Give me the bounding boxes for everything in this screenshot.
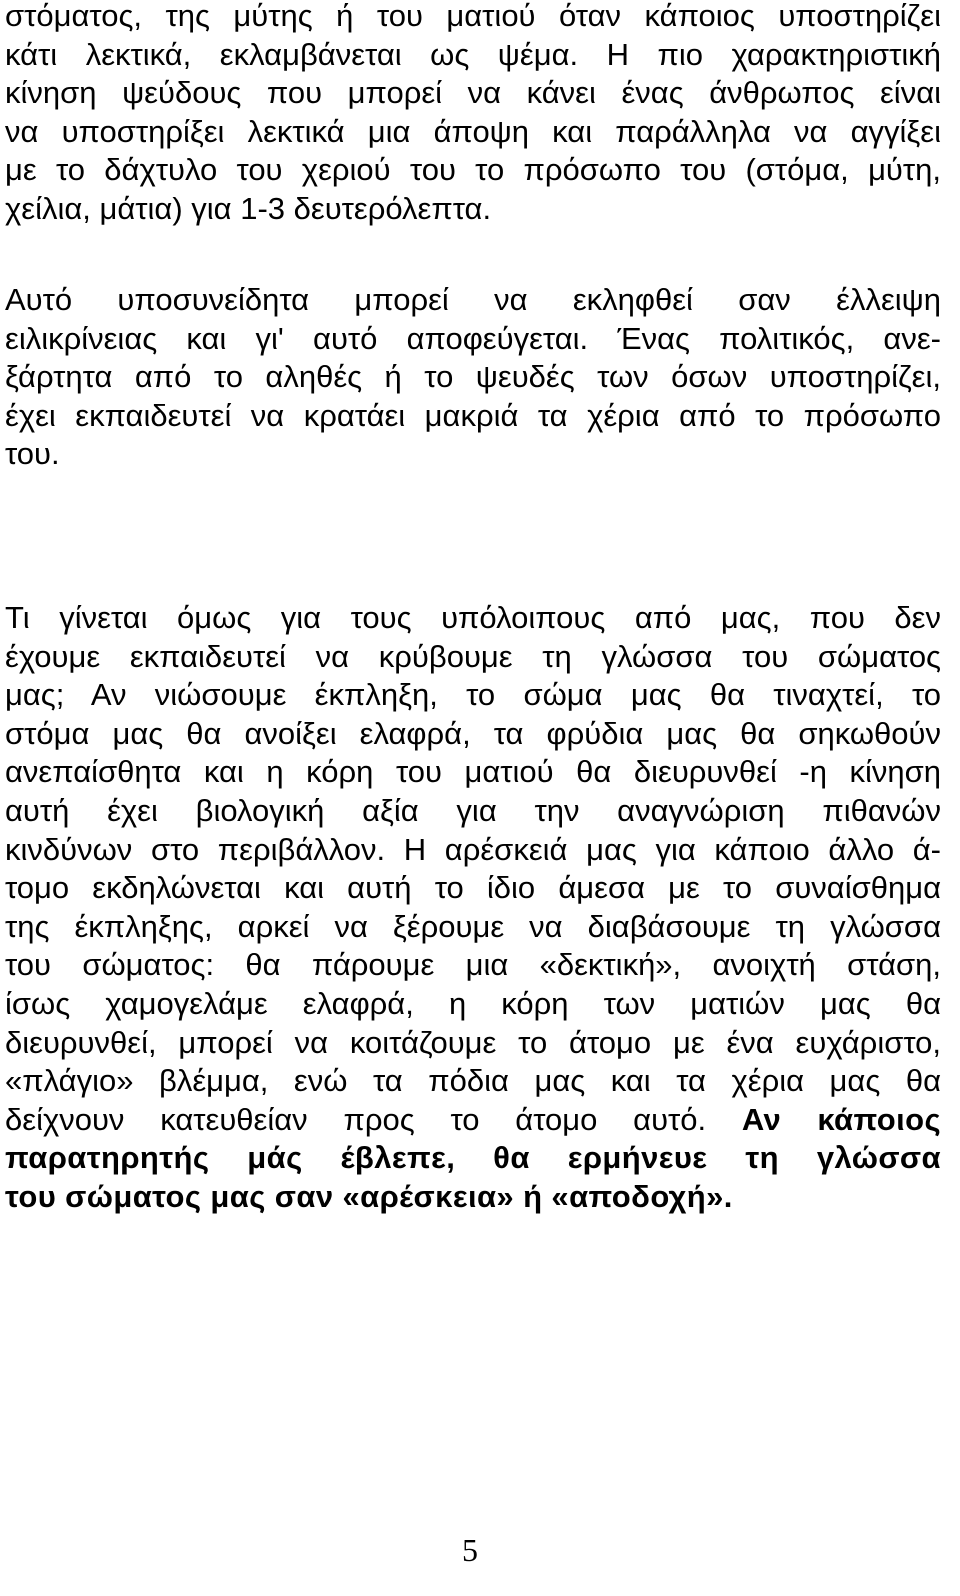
text-line: Αυτό υποσυνείδητα μπορεί να εκληφθεί σαν έλλειψη (5, 282, 941, 317)
paragraph-1 (5, 0, 941, 229)
bold-text-line: του σώματος μας σαν «αρέσκεια» ή «αποδοχή». (5, 1178, 733, 1214)
text-line: κίνηση ψεύδους που μπορεί να κάνει ένας άνθρωπος είναι (5, 75, 941, 111)
bold-text-line: παρατηρητής μάς έβλεπε, θα ερμήνευε τη γλώσσα (5, 1140, 941, 1176)
text-line: τομο εκδηλώνεται και αυτή το ίδιο άμεσα με το συναίσθημα (5, 870, 941, 906)
bold-text-segment: Αν κάποιος (741, 1101, 941, 1137)
page-number: 5 (462, 1532, 478, 1568)
text-line: ανεπαίσθητα και η κόρη του ματιού θα διευρυνθεί -η κίνηση (5, 754, 941, 790)
text-line: της έκπληξης, αρκεί να ξέρουμε να διαβάσουμε τη γλώσσα (5, 908, 941, 944)
text-line: μας; Αν νιώσουμε έκπληξη, το σώμα μας θα τιναχτεί, το (5, 677, 941, 713)
text-line: του. (5, 436, 60, 472)
text-line: ειλικρίνειας και γι' αυτό αποφεύγεται. Ένας πολιτικός, ανε- (5, 320, 941, 356)
text-line: κινδύνων στο περιβάλλον. Η αρέσκειά μας για κάποιο άλλο ά- (5, 831, 941, 867)
text-line: διευρυνθεί, μπορεί να κοιτάζουμε το άτομο με ένα ευχάριστο, (5, 1024, 941, 1060)
text-line: αυτή έχει βιολογική αξία για την αναγνώριση πιθανών (5, 792, 941, 828)
text-segment: δείχνουν κατευθείαν προς το άτομο αυτό. (5, 1101, 742, 1137)
paragraph-3 (5, 599, 941, 1217)
text-line: του σώματος: θα πάρουμε μια «δεκτική», ανοιχτή στάση, (5, 947, 941, 983)
text-line: έχουμε εκπαιδευτεί να κρύβουμε τη γλώσσα του σώματος (5, 638, 941, 674)
text-line: χείλια, μάτια) για 1-3 δευτερόλεπτα. (5, 190, 492, 226)
text-line: κάτι λεκτικά, εκλαμβάνεται ως ψέμα. Η πιο χαρακτηριστική (5, 36, 941, 72)
text-line: «πλάγιο» βλέμμα, ενώ τα πόδια μας και τα χέρια μας θα (5, 1063, 941, 1099)
text-line: στόμα μας θα ανοίξει ελαφρά, τα φρύδια μας θα σηκωθούν (5, 715, 941, 751)
text-line-mixed (5, 1101, 941, 1140)
text-line: ίσως χαμογελάμε ελαφρά, η κόρη των ματιών μας θα (5, 985, 941, 1021)
text-line: στόματος, της μύτης ή του ματιού όταν κάποιος υποστηρίζει (5, 0, 941, 33)
text-line: Τι γίνεται όμως για τους υπόλοιπους από μας, που δεν (5, 600, 941, 635)
text-line: ξάρτητα από το αληθές ή το ψευδές των όσων υποστηρίζει, (5, 359, 941, 395)
text-line: με το δάχτυλο του χεριού του το πρόσωπο του (στόμα, μύτη, (5, 152, 941, 188)
text-line: έχει εκπαιδευτεί να κρατάει μακριά τα χέρια από το πρόσωπο (5, 397, 941, 433)
paragraph-2 (5, 281, 941, 474)
text-line: να υποστηρίξει λεκτικά μια άποψη και παράλληλα να αγγίξει (5, 113, 941, 149)
